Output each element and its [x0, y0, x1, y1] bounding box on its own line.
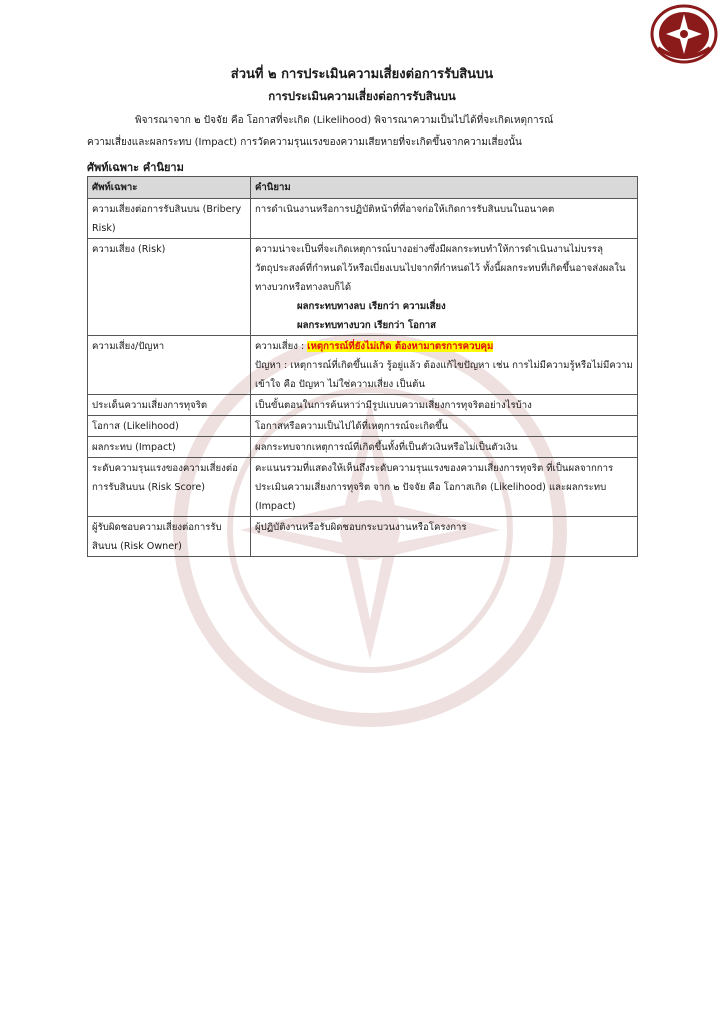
risk-definition: [255, 337, 633, 356]
term-cell: ความเสี่ยงต่อการรับสินบน (Bribery Risk): [88, 199, 251, 239]
positive-impact-note: ผลกระทบทางบวก เรียกว่า โอกาส: [297, 320, 436, 331]
definition-cell: โอกาสหรือความเป็นไปได้ที่เหตุการณ์จะเกิดขึ้น: [251, 416, 638, 437]
definition-cell: [251, 239, 638, 336]
table-row: [88, 437, 638, 458]
table-row: [88, 199, 638, 239]
column-header-definition: คำนิยาม: [251, 177, 638, 199]
problem-definition: ปัญหา : เหตุการณ์ที่เกิดขึ้นแล้ว รู้อยู่แล้ว ต้องแก้ไขปัญหา เช่น การไม่มีความรู้หรือไม่มีความเข้าใจ คือ ปัญหา ไม่ใช่ความเสี่ยง เป็นต้น: [255, 360, 633, 390]
risk-highlight: เหตุการณ์ที่ยังไม่เกิด ต้องหามาตรการควบคุม: [307, 341, 494, 352]
intro-line-2: ความเสี่ยงและผลกระทบ (Impact) การวัดความรุนแรงของความเสียหายที่จะเกิดขึ้นจากความเสี่ยงนั้น: [87, 137, 522, 148]
table-row: [88, 336, 638, 395]
term-cell: ผู้รับผิดชอบความเสี่ยงต่อการรับสินบน (Risk Owner): [88, 517, 251, 557]
term-cell: ผลกระทบ (Impact): [88, 437, 251, 458]
table-row: [88, 395, 638, 416]
table-row: [88, 458, 638, 517]
table-row: [88, 416, 638, 437]
column-header-term: ศัพท์เฉพาะ: [88, 177, 251, 199]
definition-cell: คะแนนรวมที่แสดงให้เห็นถึงระดับความรุนแรงของความเสี่ยงการทุจริต ที่เป็นผลจากการประเมินความเสี่ยงการทุจริต จาก ๒ ปัจจัย คือ โอกาสเกิด (Likelihood) และผลกระทบ (Impact): [251, 458, 638, 517]
definition-cell: เป็นขั้นตอนในการค้นหาว่ามีรูปแบบความเสี่ยงการทุจริตอย่างไรบ้าง: [251, 395, 638, 416]
page-title: ส่วนที่ ๒ การประเมินความเสี่ยงต่อการรับสินบน: [230, 67, 494, 82]
term-cell: ความเสี่ยง (Risk): [88, 239, 251, 336]
page-subtitle: การประเมินความเสี่ยงต่อการรับสินบน: [268, 89, 456, 103]
intro-line-1: พิจารณาจาก ๒ ปัจจัย คือ โอกาสที่จะเกิด (Likelihood) พิจารณาความเป็นไปได้ที่จะเกิดเหตุการณ์: [135, 115, 554, 126]
table-header-row: [88, 177, 638, 199]
term-cell: ระดับความรุนแรงของความเสี่ยงต่อการรับสินบน (Risk Score): [88, 458, 251, 517]
term-cell: ประเด็นความเสี่ยงการทุจริต: [88, 395, 251, 416]
table-row: [88, 517, 638, 557]
risk-prefix: ความเสี่ยง :: [255, 341, 308, 352]
definition-cell: ผลกระทบจากเหตุการณ์ที่เกิดขึ้นทั้งที่เป็นตัวเงินหรือไม่เป็นตัวเงิน: [251, 437, 638, 458]
definition-cell: [251, 336, 638, 395]
definition-cell: การดำเนินงานหรือการปฏิบัติหน้าที่ที่อาจก่อให้เกิดการรับสินบนในอนาคต: [251, 199, 638, 239]
term-cell: โอกาส (Likelihood): [88, 416, 251, 437]
intro-paragraph: [87, 110, 637, 154]
terms-heading: ศัพท์เฉพาะ คำนิยาม: [87, 161, 184, 174]
negative-impact-note: ผลกระทบทางลบ เรียกว่า ความเสี่ยง: [297, 301, 446, 312]
table-row: [88, 239, 638, 336]
definition-cell: ผู้ปฏิบัติงานหรือรับผิดชอบกระบวนงานหรือโครงการ: [251, 517, 638, 557]
university-seal-icon: [650, 4, 718, 64]
term-cell: ความเสี่ยง/ปัญหา: [88, 336, 251, 395]
definition-text: ความน่าจะเป็นที่จะเกิดเหตุการณ์บางอย่างซึ่งมีผลกระทบทำให้การดำเนินงานไม่บรรลุวัตถุประสงค์ที่กำหนดไว้หรือเบี่ยงเบนไปจากที่กำหนดไว้ ทั้งนี้ผลกระทบที่เกิดขึ้นอาจส่งผลในทางบวกหรือทางลบก็ได้: [255, 244, 626, 293]
terms-table: [87, 176, 638, 557]
